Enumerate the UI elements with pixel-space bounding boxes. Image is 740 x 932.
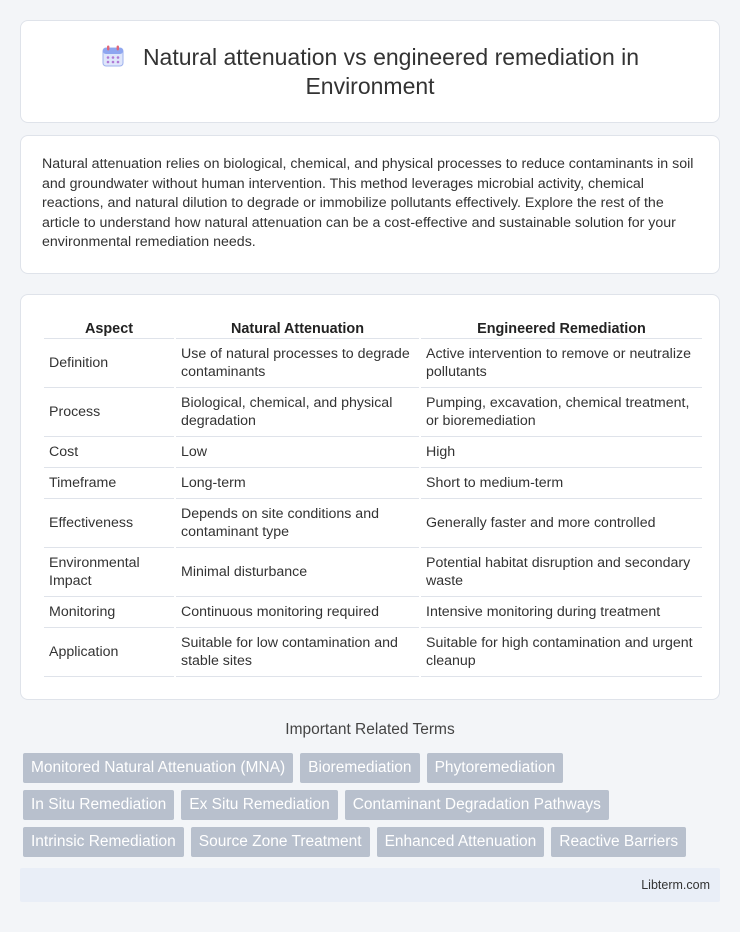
title-card <box>20 20 720 123</box>
tag-source-zone-treatment[interactable]: Source Zone Treatment <box>191 827 370 857</box>
tag-enhanced-attenuation[interactable]: Enhanced Attenuation <box>377 827 545 857</box>
related-terms-list <box>20 753 720 857</box>
table-cell: Definition <box>44 339 174 388</box>
intro-card <box>20 135 720 274</box>
table-cell: Intensive monitoring during treatment <box>421 597 702 628</box>
page-title-wrap <box>61 43 679 101</box>
tag-phytoremediation[interactable]: Phytoremediation <box>427 753 564 783</box>
tag-intrinsic-remediation[interactable]: Intrinsic Remediation <box>23 827 184 857</box>
tag-reactive-barriers[interactable]: Reactive Barriers <box>551 827 686 857</box>
tag-contaminant-degradation-pathways[interactable]: Contaminant Degradation Pathways <box>345 790 609 820</box>
table-row <box>44 468 702 499</box>
table-cell: Depends on site conditions and contaminant type <box>176 499 419 548</box>
tag-bioremediation[interactable]: Bioremediation <box>300 753 419 783</box>
table-cell: Pumping, excavation, chemical treatment, or bioremediation <box>421 388 702 437</box>
table-cell: Process <box>44 388 174 437</box>
table-cell: High <box>421 437 702 468</box>
tag-row <box>23 753 720 783</box>
comparison-card <box>20 294 720 700</box>
related-terms-title: Important Related Terms <box>285 721 455 738</box>
table-cell: Effectiveness <box>44 499 174 548</box>
table-row <box>44 339 702 388</box>
tag-row <box>23 790 720 820</box>
table-cell: Application <box>44 628 174 677</box>
table-cell: Continuous monitoring required <box>176 597 419 628</box>
footer-brand-link[interactable]: Libterm.com <box>641 878 710 892</box>
table-row <box>44 597 702 628</box>
table-cell: Short to medium-term <box>421 468 702 499</box>
table-header-row <box>44 315 702 339</box>
table-cell: Potential habitat disruption and secondary waste <box>421 548 702 597</box>
table-row <box>44 499 702 548</box>
table-cell: Minimal disturbance <box>176 548 419 597</box>
table-cell: Active intervention to remove or neutralize pollutants <box>421 339 702 388</box>
table-row <box>44 628 702 677</box>
tag-ex-situ-remediation[interactable]: Ex Situ Remediation <box>181 790 337 820</box>
table-cell: Timeframe <box>44 468 174 499</box>
table-cell: Biological, chemical, and physical degradation <box>176 388 419 437</box>
header-natural-attenuation: Natural Attenuation <box>176 315 419 339</box>
table-cell: Low <box>176 437 419 468</box>
calendar-icon <box>101 44 125 68</box>
table-cell: Suitable for high contamination and urgent cleanup <box>421 628 702 677</box>
comparison-table <box>42 315 704 677</box>
table-cell: Generally faster and more controlled <box>421 499 702 548</box>
table-row <box>44 388 702 437</box>
table-cell: Use of natural processes to degrade contaminants <box>176 339 419 388</box>
table-cell: Monitoring <box>44 597 174 628</box>
header-engineered-remediation: Engineered Remediation <box>421 315 702 339</box>
table-row <box>44 437 702 468</box>
table-cell: Environmental Impact <box>44 548 174 597</box>
table-cell: Cost <box>44 437 174 468</box>
tag-mna[interactable]: Monitored Natural Attenuation (MNA) <box>23 753 293 783</box>
footer <box>20 868 720 902</box>
table-cell: Suitable for low contamination and stable sites <box>176 628 419 677</box>
table-row <box>44 548 702 597</box>
page-title: Natural attenuation vs engineered remediation in Environment <box>142 43 640 99</box>
tag-in-situ-remediation[interactable]: In Situ Remediation <box>23 790 174 820</box>
intro-text: Natural attenuation relies on biological, chemical, and physical processes to reduce contaminants in soil and groundwater without human intervention. This method leverages microbial activity, chemical reactions, and natural dilution to degrade or immobilize pollutants effectively. Explore the rest of the article to understand how natural attenuation can be a cost-effective and sustainable solution for your environmental remediation needs. <box>42 156 694 251</box>
tag-row <box>23 827 720 857</box>
header-aspect: Aspect <box>44 315 174 339</box>
table-cell: Long-term <box>176 468 419 499</box>
